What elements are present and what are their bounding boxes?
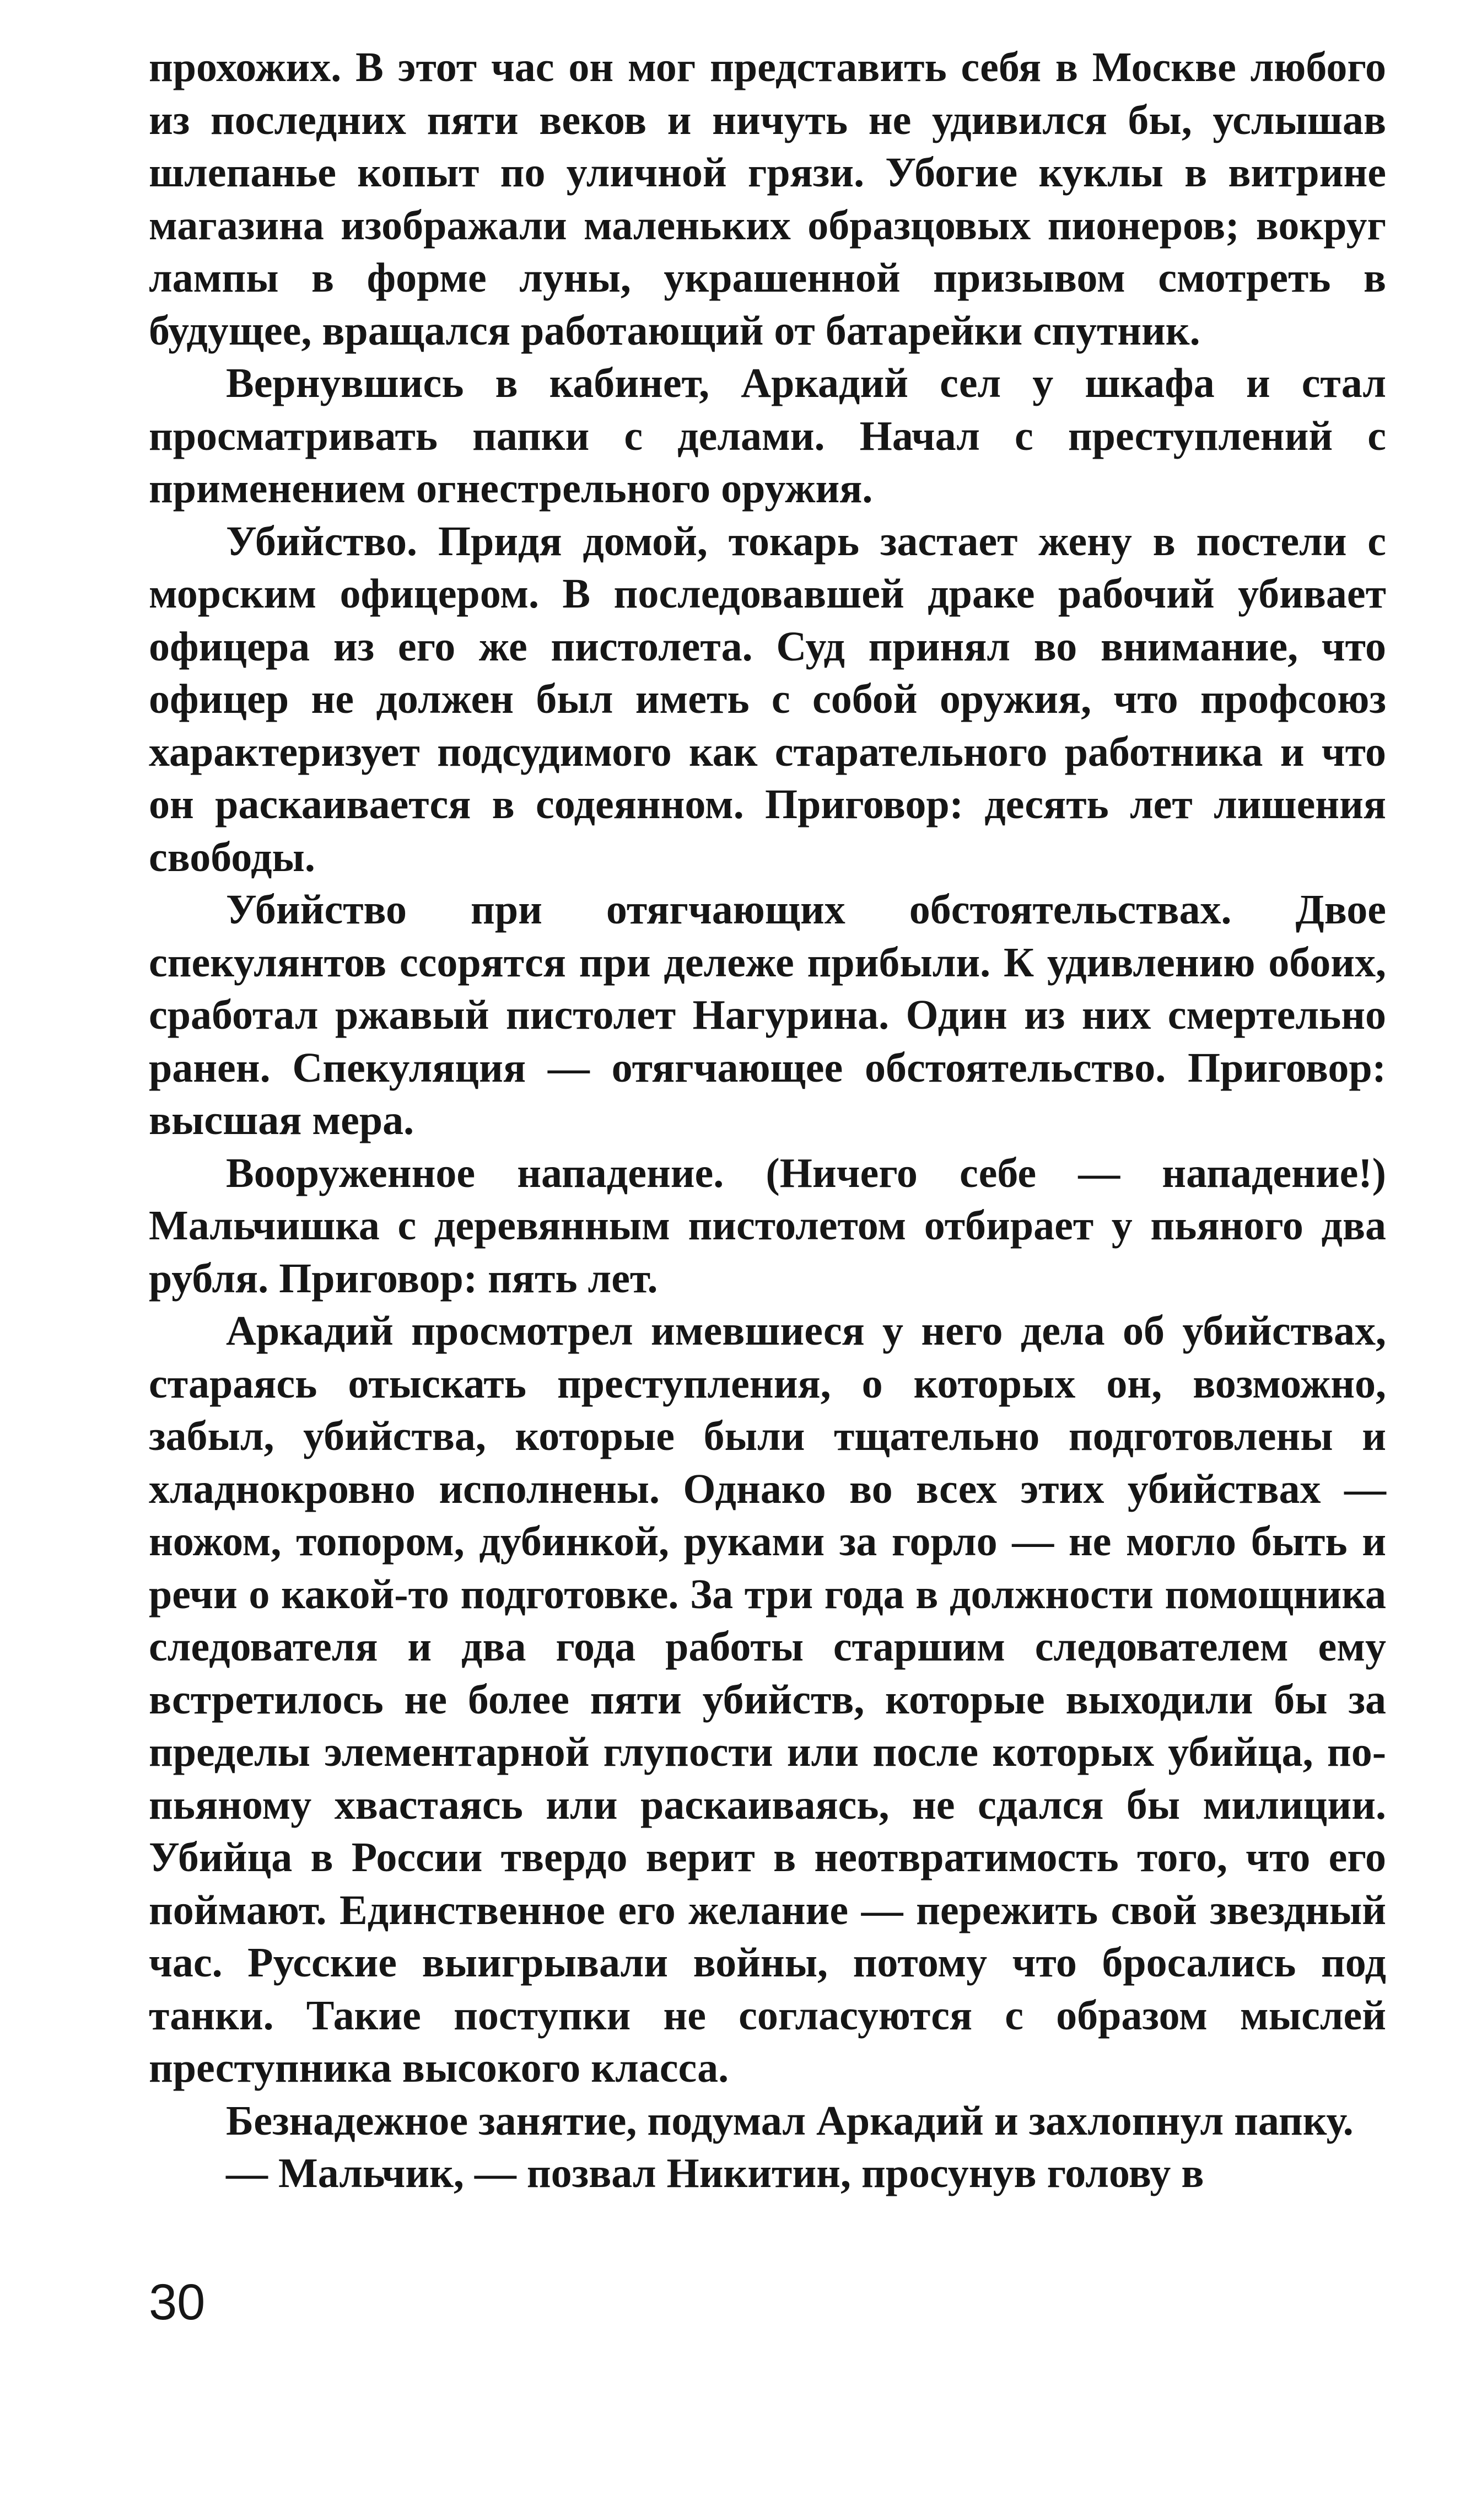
paragraph-7: Безнадежное занятие, подумал Аркадий и захлопнул папку. (226, 2097, 1354, 2144)
paragraph-2: Вернувшись в кабинет, Аркадий сел у шкафа и стал просматривать папки с делами. Начал с преступлений с применением огнестрельного оружия. (149, 360, 1386, 512)
text-column (149, 41, 1386, 2200)
page-number: 30 (149, 2274, 206, 2330)
paragraph-6: Аркадий просмотрел имевшиеся у него дела об убийствах, стараясь отыскать преступления, о которых он, возможно, забыл, убийства, которые были тщательно подготовлены и хладнокровно исполнены. Однако во всех этих убийствах — ножом, топором, дубинкой, руками за горло — не могло быть и речи о какой-то подготовке. За три года в должности помощника следователя и два года работы старшим следователем ему встретилось не более пяти убийств, которые выходили бы за пределы элементарной глупости или после которых убийца, по-пьяному хвастаясь или раскаиваясь, не сдался бы милиции. Убийца в России твердо верит в неотвратимость того, что его поймают. Единственное его желание — пережить свой звездный час. Русские выигрывали войны, потому что бросались под танки. Такие поступки не согласуются с образом мыслей преступника высокого класса. (149, 1308, 1386, 2091)
paragraph-5: Вооруженное нападение. (Ничего себе — нападение!) Мальчишка с деревянным пистолетом отбирает у пьяного два рубля. Приговор: пять лет. (149, 1149, 1386, 1302)
paragraph-8: — Мальчик, — позвал Никитин, просунув голову в (226, 2150, 1204, 2196)
paragraph-4: Убийство при отягчающих обстоятельствах. Двое спекулянтов ссорятся при дележе прибыли. К удивлению обоих, сработал ржавый пистолет Нагурина. Один из них смертельно ранен. Спекуляция — отягчающее обстоятельство. Приговор: высшая мера. (149, 886, 1386, 1143)
paragraph-3: Убийство. Придя домой, токарь застает жену в постели с морским офицером. В последовавшей драке рабочий убивает офицера из его же пистолета. Суд принял во внимание, что офицер не должен был иметь с собой оружия, что профсоюз характеризует подсудимого как старательного работника и что он раскаивается в содеянном. Приговор: десять лет лишения свободы. (149, 518, 1386, 880)
paragraph-1: прохожих. В этот час он мог представить себя в Москве любого из последних пяти веков и ничуть не удивился бы, услышав шлепанье копыт по уличной грязи. Убогие куклы в витрине магазина изображали маленьких образцовых пионеров; вокруг лампы в форме луны, украшенной призывом смотреть в будущее, вращался работающий от батарейки спутник. (149, 44, 1386, 354)
